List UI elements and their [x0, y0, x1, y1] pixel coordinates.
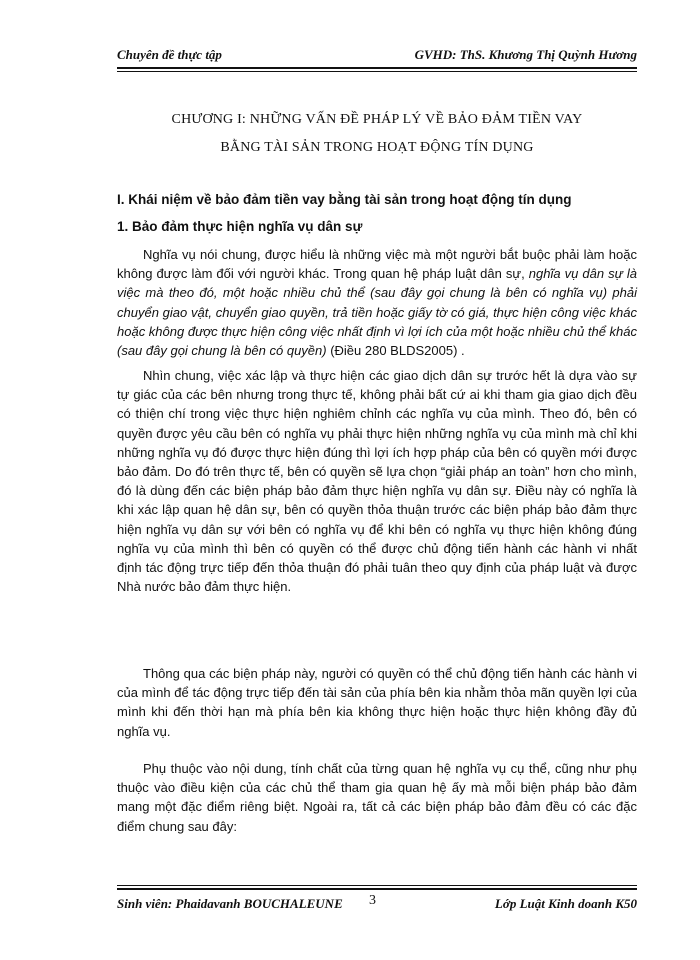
paragraph-4: [117, 759, 637, 836]
paragraph-1-definition: nghĩa vụ dân sự là việc mà theo đó, một hoặc nhiều chủ thể (sau đây gọi chung là bên có nghĩa vụ) phải chuyển giao vật, chuyển giao quyền, trả tiền hoặc giấy tờ có giá, thực hiện công việc khác hoặc không được thực hiện công việc nhất định vì lợi ích của một hoặc nhiều chủ thể khác (sau đây gọi chung là bên có quyền): [117, 266, 638, 359]
paragraph-3-text: Thông qua các biện pháp này, người có quyền có thể chủ động tiến hành các hành vi của mình để tác động trực tiếp đến tài sản của phía bên kia nhằm thỏa mãn quyền lợi của mình khi đến thời hạn mà phía bên kia không thực hiện hoặc thực hiện không đầy đủ nghĩa vụ.: [117, 666, 637, 739]
header-topic: Chuyên đề thực tập: [117, 47, 222, 62]
header-supervisor: GVHD: ThS. Khương Thị Quỳnh Hương: [414, 47, 637, 62]
page-number: 3: [369, 893, 376, 908]
chapter-title-line2: BẰNG TÀI SẢN TRONG HOẠT ĐỘNG TÍN DỤNG: [220, 140, 534, 155]
paragraph-1-text: Nghĩa vụ nói chung, được hiểu là những việc mà một người bắt buộc phải làm hoặc không được làm đối với người khác. Trong quan hệ pháp luật dân sự,: [117, 247, 637, 282]
paragraph-2: [117, 366, 637, 596]
chapter-title-line1: CHƯƠNG I: NHỮNG VẤN ĐỀ PHÁP LÝ VỀ BẢO ĐẢM TIỀN VAY: [171, 112, 583, 127]
paragraph-1: [117, 245, 637, 360]
paragraph-2-text: Nhìn chung, việc xác lập và thực hiện các giao dịch dân sự trước hết là dựa vào sự tự giác của các bên nhưng trong thực tế, không phải bất cứ ai khi tham gia giao dịch đều có thiện chí trong việc thực hiện nghiêm chỉnh các nghĩa vụ của mình. Theo đó, bên có quyền được yêu cầu bên có nghĩa vụ phải thực hiện những nghĩa vụ của mình mà chỉ khi những nghĩa vụ đó được thực hiện đúng thì lợi ích hợp pháp của bên có quyền mới được bảo đảm. Do đó trên thực tế, bên có quyền sẽ lựa chọn “giải pháp an toàn” hơn cho mình, đó là dùng đến các biện pháp bảo đảm thực hiện nghĩa vụ dân sự. Điều này có nghĩa là khi xác lập quan hệ dân sự, bên có quyền thỏa thuận trước các biện pháp bảo đảm thực hiện nghĩa vụ dân sự với bên có nghĩa vụ để khi bên có nghĩa vụ thực hiện không đúng nghĩa vụ của mình thì bên có quyền có thể được chủ động tiến hành các hành vi nhất định tác động trực tiếp đến thỏa thuận đó phải tuân theo quy định của pháp luật và được Nhà nước bảo đảm thực hiện.: [117, 368, 637, 595]
page-header: [117, 45, 637, 69]
paragraph-4-text: Phụ thuộc vào nội dung, tính chất của từng quan hệ nghĩa vụ cụ thể, cũng như phụ thuộc vào điều kiện của các chủ thể tham gia quan hệ ấy mà mỗi biện pháp bảo đảm mang một đặc điểm riêng biệt. Ngoài ra, tất cả các biện pháp bảo đảm đều có các đặc điểm chung sau đây:: [117, 761, 637, 834]
paragraph-3: [117, 664, 637, 741]
footer-class: Lớp Luật Kinh doanh K50: [494, 896, 637, 911]
paragraph-1-citation: (Điều 280 BLDS2005) .: [326, 343, 465, 359]
footer-student: Sinh viên: Phaidavanh BOUCHALEUNE: [117, 896, 343, 911]
subsection-heading-1: 1. Bảo đảm thực hiện nghĩa vụ dân sự: [117, 219, 363, 234]
section-heading-1: I. Khái niệm về bảo đảm tiền vay bằng tài sản trong hoạt động tín dụng: [117, 192, 572, 207]
page-footer: [117, 888, 637, 912]
